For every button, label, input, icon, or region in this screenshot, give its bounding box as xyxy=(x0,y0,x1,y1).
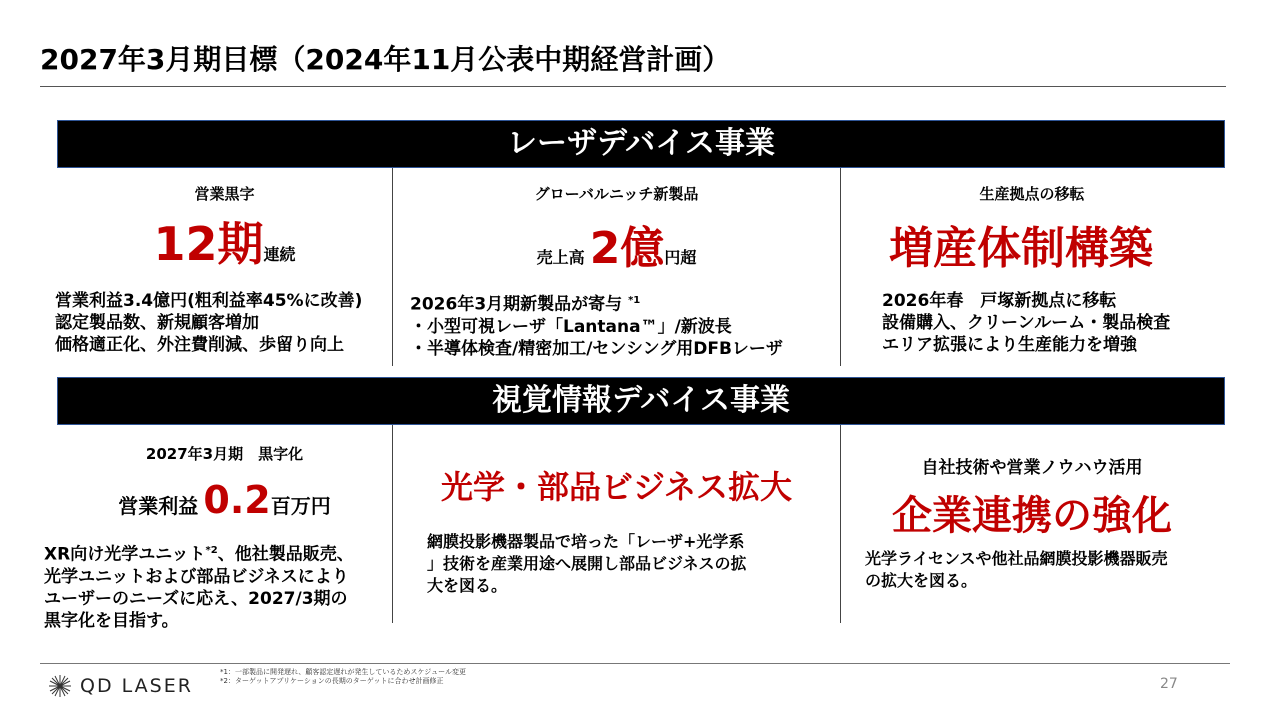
company-logo xyxy=(48,674,193,698)
starburst-logo-icon xyxy=(48,674,72,698)
page-number: 27 xyxy=(1160,676,1178,692)
vision-col3-subtitle: 自社技術や営業ノウハウ活用 xyxy=(921,458,1143,478)
vision-col2-big: 光学・部品ビジネス拡大 xyxy=(440,468,793,506)
footer-divider xyxy=(40,663,1230,664)
laser-col2-body: 2026年3月期新製品が寄与 $^{*1}$ ・小型可視レーザ「Lantana™」/新波長 ・半導体検査/精密加工/センシング用DFBレーザ xyxy=(410,294,783,359)
laser-col1-body: 営業利益3.4億円(粗利益率45%に改善) 認定製品数、新規顧客増加 価格適正化、外注費削減、歩留り向上 xyxy=(55,291,363,355)
logo-text: QD LASER xyxy=(80,675,193,697)
laser-col1-headline xyxy=(57,208,392,274)
title-divider xyxy=(40,86,1226,87)
vision-col1-big: 0.2 xyxy=(203,478,271,522)
laser-col1-subtitle: 営業黒字 xyxy=(194,185,255,203)
laser-col2-headline: 売上高 2億円超 xyxy=(536,223,697,274)
column-divider xyxy=(392,425,393,623)
laser-col3-subtitle: 生産拠点の移転 xyxy=(979,185,1085,203)
vision-col3-body: 光学ライセンスや他社品網膜投影機器販売 の拡大を図る。 xyxy=(865,549,1168,590)
laser-col1-big: 12期 xyxy=(153,217,264,271)
laser-col2-big: 2億 xyxy=(589,223,665,274)
laser-col1-suffix: 連続 xyxy=(263,245,296,264)
laser-col2-subtitle: グローバルニッチ新製品 xyxy=(534,185,699,203)
footnotes: *1：一部製品に開発遅れ、顧客認定遅れが発生しているためスケジュール変更 *2：ターゲットアプリケーションの長期のターゲットに合わせ計画修正 xyxy=(220,668,466,685)
vision-col1-headline: 営業利益 0.2百万円 xyxy=(118,478,331,522)
vision-section-banner: 視覚情報デバイス事業 xyxy=(57,377,1225,425)
vision-col2-body: 網膜投影機器製品で培った「レーザ+光学系 」技術を産業用途へ展開し部品ビジネスの拡 大を図る。 xyxy=(427,532,747,595)
page-title: 2027年3月期目標（2024年11月公表中期経営計画） xyxy=(40,43,731,76)
vision-col1-body: XR向け光学ユニット$^{*2}$、他社製品販売、 光学ユニットおよび部品ビジネスにより ユーザーのニーズに応え、2027/3期の 黒字化を目指す。 xyxy=(44,544,354,631)
laser-col3-big: 増産体制構築 xyxy=(889,223,1153,274)
vision-col3-big: 企業連携の強化 xyxy=(892,493,1172,539)
laser-col3-body: 2026年春 戸塚新拠点に移転 設備購入、クリーンルーム・製品検査 エリア拡張により生産能力を増強 xyxy=(882,291,1171,355)
laser-section-banner: レーザデバイス事業 xyxy=(57,120,1225,168)
vision-col1-subtitle: 2027年3月期 黒字化 xyxy=(145,445,304,463)
